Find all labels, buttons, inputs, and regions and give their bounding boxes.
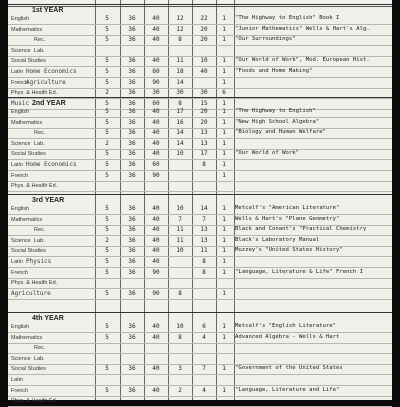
grade-cell: 10 (176, 205, 184, 212)
grade-cell: 1 (222, 78, 226, 86)
grade-cell: 12 (176, 25, 184, 33)
grade-cell: 40 (200, 68, 208, 75)
grade-cell: 1 (222, 226, 226, 234)
grade-cell: 11 (176, 236, 184, 244)
subject-label: Mathematics (11, 119, 43, 126)
grade-cell: 40 (152, 139, 160, 147)
grade-cell: 40 (152, 25, 160, 33)
grade-cell: 40 (152, 118, 160, 126)
subject-label: French (11, 269, 29, 276)
course-row (8, 78, 392, 89)
course-row (8, 67, 392, 78)
grade-cell: 36 (128, 215, 136, 223)
grade-cell: 90 (152, 289, 160, 297)
textbook-entry: "Language, Literature and Life" (235, 386, 340, 393)
course-row (8, 118, 392, 129)
grade-cell: 5 (105, 215, 109, 223)
grade-cell: 1 (222, 289, 226, 297)
subject-label: Science (11, 47, 31, 54)
course-row (8, 289, 392, 300)
textbook-entry: "Our Surroundings" (235, 36, 296, 43)
textbook-entry: Advanced Algebra - Wells & Hart (235, 333, 340, 340)
grade-cell: 36 (128, 268, 136, 276)
grade-cell: 8 (178, 36, 182, 44)
grade-cell: 8 (202, 258, 206, 265)
subject-label: French (11, 387, 29, 394)
grade-cell: 36 (128, 333, 136, 341)
grade-cell: 1 (222, 108, 226, 115)
subject-label: Phys. & Health Ed. (11, 90, 58, 97)
textbook-entry: Black and Conant's "Practical Chemistry (235, 226, 367, 233)
year-title: 1st YEAR (32, 7, 64, 14)
grade-cell: 40 (152, 386, 160, 394)
grade-cell: 5 (105, 247, 109, 255)
textbook-entry: Metcalf's "American Literature" (235, 205, 340, 211)
textbook-entry: "Junior Mathematics" Wells & Hart's Alg. (235, 25, 370, 32)
grade-cell: 12 (176, 15, 184, 22)
subject-label: Lab. (34, 47, 45, 54)
subject-label: Mathematics (11, 26, 43, 33)
subject-label: English (11, 16, 30, 22)
grade-cell: 60 (152, 161, 160, 168)
course-row (8, 171, 392, 182)
grade-cell: 20 (200, 36, 208, 44)
subject-label: Phys. & Health Ed. (11, 183, 58, 190)
subject-label: Social Studies (11, 151, 46, 158)
grade-cell: 1 (222, 333, 226, 341)
grade-cell: 8 (202, 161, 206, 168)
grade-cell: 40 (152, 365, 160, 373)
grade-cell: 13 (200, 226, 208, 234)
course-row (8, 56, 392, 67)
grade-cell: 5 (105, 205, 109, 212)
grade-cell: 90 (152, 268, 160, 276)
grade-cell: 40 (152, 57, 160, 65)
subject-label: Rec. (34, 345, 46, 352)
handwritten-subject: Music (11, 99, 30, 107)
grade-cell: 2 (105, 89, 109, 97)
grade-cell: 18 (176, 68, 184, 75)
grade-cell: 11 (200, 247, 208, 255)
subject-label: French (11, 172, 29, 179)
grade-cell: 1 (222, 15, 226, 22)
grade-cell: 36 (128, 78, 136, 86)
course-row (8, 322, 392, 333)
grade-cell: 1 (222, 99, 226, 107)
grade-cell: 14 (176, 139, 184, 147)
subject-label: Social Studies (11, 58, 46, 65)
textbook-entry: "Our World of Work", Mod. European Hist. (235, 57, 370, 64)
subject-label: Science (11, 237, 31, 244)
grade-cell: 90 (152, 78, 160, 86)
course-row (8, 236, 392, 247)
grade-cell: 2 (105, 139, 109, 147)
grade-cell: 5 (105, 386, 109, 394)
year-divider (8, 97, 392, 98)
course-row (8, 139, 392, 150)
transcript-page (8, 0, 392, 405)
subject-label: Rec. (34, 227, 46, 234)
grade-cell: 36 (128, 15, 136, 22)
subject-label: Mathematics (11, 334, 43, 341)
handwritten-subject: Agriculture (11, 289, 51, 297)
textbook-entry: Muzzey's "United States History" (235, 247, 343, 254)
course-row (8, 149, 392, 160)
subject-label: Social Studies (11, 366, 46, 373)
grade-cell: 5 (105, 258, 109, 265)
textbook-entry: "The Highway to English" (235, 108, 316, 114)
course-row (8, 225, 392, 236)
course-row (8, 160, 392, 171)
course-row (8, 181, 392, 192)
subject-label: Mathematics (11, 216, 43, 223)
grade-cell: 7 (178, 215, 182, 223)
grade-cell: 5 (105, 36, 109, 44)
grade-cell: 36 (128, 129, 136, 137)
grade-cell: 5 (105, 68, 109, 75)
grade-cell: 36 (128, 323, 136, 330)
grade-cell: 22 (200, 15, 208, 22)
textbook-entry: Metcalf's "English Literature" (235, 323, 337, 329)
handwritten-subject: Physics (26, 258, 52, 265)
grade-cell: 1 (222, 68, 226, 75)
grade-cell: 5 (105, 333, 109, 341)
grade-cell: 6 (222, 89, 226, 97)
course-row (8, 268, 392, 279)
grade-cell: 1 (222, 36, 226, 44)
year-title: 2nd YEAR (32, 100, 66, 107)
grade-cell: 36 (128, 386, 136, 394)
grade-cell: 40 (152, 15, 160, 22)
grade-cell: 40 (152, 108, 160, 115)
textbook-entry: Black's Laboratory Manual (235, 236, 320, 243)
grade-cell: 36 (128, 89, 136, 97)
course-row (8, 396, 392, 407)
grade-cell: 17 (200, 150, 208, 158)
grade-cell: 20 (200, 108, 208, 115)
course-row (8, 246, 392, 257)
grade-cell: 1 (222, 236, 226, 244)
grade-cell: 36 (128, 57, 136, 65)
grade-cell: 10 (176, 150, 184, 158)
subject-label: Rec. (34, 130, 46, 137)
grade-cell: 1 (222, 323, 226, 330)
grade-cell: 36 (128, 118, 136, 126)
grade-cell: 16 (176, 118, 184, 126)
grade-cell: 36 (128, 365, 136, 373)
grade-cell: 40 (152, 323, 160, 330)
grade-cell: 20 (200, 118, 208, 126)
subject-label: Lab. (34, 140, 45, 147)
grade-cell: 14 (176, 129, 184, 137)
course-row (8, 386, 392, 397)
grade-cell: 36 (128, 36, 136, 44)
weeks-column-label (95, 0, 107, 1)
grade-cell: 90 (152, 171, 160, 179)
grade-cell: 36 (128, 205, 136, 212)
grade-cell: 40 (152, 150, 160, 158)
grade-cell: 8 (202, 268, 206, 276)
subject-label: Phys. & Health Ed. (11, 280, 58, 287)
subject-label: Latin (11, 162, 23, 168)
grade-cell: 1 (222, 386, 226, 394)
grade-cell: 8 (178, 289, 182, 297)
year-title: 4th YEAR (32, 315, 64, 322)
grade-cell: 1 (222, 171, 226, 179)
grade-cell: 10 (176, 247, 184, 255)
grade-cell: 30 (176, 89, 184, 97)
grade-cell: 5 (105, 323, 109, 330)
grade-cell: 40 (152, 226, 160, 234)
grade-cell: 36 (128, 25, 136, 33)
grade-cell: 36 (128, 226, 136, 234)
grade-cell: 20 (200, 25, 208, 33)
grade-cell: 7 (202, 365, 206, 373)
grade-cell: 30 (200, 89, 208, 97)
grade-cell: 36 (128, 247, 136, 255)
grade-cell: 36 (128, 68, 136, 75)
subject-label: Rec. (34, 37, 46, 44)
grade-cell: 2 (105, 236, 109, 244)
grade-cell: 40 (152, 333, 160, 341)
year-divider (8, 4, 392, 5)
subject-label: Lab. (34, 237, 45, 244)
grade-cell: 36 (128, 258, 136, 265)
grade-cell: 5 (105, 118, 109, 126)
year-divider (8, 194, 392, 195)
grade-cell: 36 (128, 139, 136, 147)
grade-cell: 60 (152, 68, 160, 75)
grade-cell: 36 (128, 289, 136, 297)
grade-cell: 10 (176, 323, 184, 330)
course-row (8, 354, 392, 365)
grade-cell: 30 (152, 89, 160, 97)
grade-cell: 1 (222, 215, 226, 223)
textbook-entry: "Government of the United States (235, 365, 343, 372)
grade-cell: 5 (105, 78, 109, 86)
course-row (8, 46, 392, 57)
grade-cell: 5 (105, 268, 109, 276)
course-row (8, 25, 392, 36)
grade-cell: 1 (222, 205, 226, 212)
textbook-entry: "Biology and Human Welfare" (235, 129, 326, 136)
grade-cell: 5 (105, 289, 109, 297)
textbook-entry: "Foods and Home Making" (235, 68, 313, 74)
handwritten-subject: Home Economics (26, 161, 77, 168)
textbook-entry: "Our World of Work" (235, 150, 299, 157)
subject-label: Latin (11, 259, 23, 265)
grade-cell: 15 (200, 99, 208, 107)
subject-label: English (11, 324, 30, 330)
grade-cell: 1 (222, 268, 226, 276)
grade-cell: 5 (105, 365, 109, 373)
grade-cell: 5 (105, 129, 109, 137)
grade-cell: 36 (128, 161, 136, 168)
course-row (8, 343, 392, 354)
grade-cell: 36 (128, 171, 136, 179)
subject-label: Lab. (34, 355, 45, 362)
grade-cell: 13 (200, 129, 208, 137)
grade-cell: 11 (176, 226, 184, 234)
grade-cell: 1 (222, 57, 226, 65)
grade-cell: 36 (128, 108, 136, 115)
grade-cell: 5 (105, 57, 109, 65)
grade-cell: 17 (176, 108, 184, 115)
subject-label: Latin (11, 69, 23, 75)
grade-cell: 40 (152, 258, 160, 265)
textbook-entry: Wells & Hart's "Plane Geometry" (235, 215, 340, 222)
grade-cell: 5 (105, 161, 109, 168)
grade-cell: 5 (105, 108, 109, 115)
grade-cell: 40 (152, 129, 160, 137)
grade-cell: 1 (222, 161, 226, 168)
subject-label: Science (11, 355, 31, 362)
grade-cell: 13 (200, 139, 208, 147)
grade-cell: 1 (222, 139, 226, 147)
grade-cell: 8 (178, 333, 182, 341)
textbook-entry: "The Highway to English" Book I (235, 15, 340, 21)
subject-label: French (11, 79, 29, 86)
subject-label: Social Studies (11, 248, 46, 255)
grade-cell: 11 (176, 57, 184, 65)
textbook-entry: "New High School Algebra" (235, 118, 320, 125)
handwritten-subject: Agriculture (26, 78, 66, 86)
grade-cell: 2 (178, 386, 182, 394)
grade-cell: 5 (105, 15, 109, 22)
grade-cell: 13 (200, 236, 208, 244)
grade-cell: 10 (200, 57, 208, 65)
course-row (8, 204, 392, 215)
course-row (8, 14, 392, 25)
course-row (8, 364, 392, 375)
grade-cell: 5 (105, 25, 109, 33)
grade-cell: 14 (200, 205, 208, 212)
course-row (8, 375, 392, 386)
grade-cell: 5 (105, 226, 109, 234)
grade-cell: 1 (222, 118, 226, 126)
handwritten-subject: Home Economics (26, 68, 77, 75)
year-divider (8, 312, 392, 313)
grade-cell: 1 (222, 150, 226, 158)
course-row (8, 128, 392, 139)
grade-cell: 1 (222, 258, 226, 265)
subject-label: Latin (11, 377, 23, 383)
grade-cell: 60 (152, 99, 160, 107)
course-row (8, 35, 392, 46)
course-row (8, 257, 392, 268)
course-row (8, 278, 392, 289)
grade-cell: 5 (105, 171, 109, 179)
subject-label: Science (11, 140, 31, 147)
course-row (8, 215, 392, 226)
grade-cell: 1 (222, 247, 226, 255)
grade-cell: 1 (222, 25, 226, 33)
year-title: 3rd YEAR (32, 197, 65, 204)
grade-cell: 36 (128, 99, 136, 107)
grade-cell: 1 (222, 129, 226, 137)
subject-label: English (11, 206, 30, 212)
grade-cell: 40 (152, 36, 160, 44)
grade-cell: 6 (202, 323, 206, 330)
grade-cell: 40 (152, 215, 160, 223)
grade-cell: 4 (202, 333, 206, 341)
grade-cell: 40 (152, 205, 160, 212)
subject-label: English (11, 109, 30, 115)
grade-cell: 40 (152, 236, 160, 244)
grade-cell: 4 (202, 386, 206, 394)
course-row (8, 107, 392, 118)
grade-cell: 8 (178, 99, 182, 107)
grade-cell: 36 (128, 236, 136, 244)
grade-cell: 14 (176, 78, 184, 86)
grade-cell: 3 (178, 365, 182, 373)
grade-cell: 40 (152, 247, 160, 255)
textbook-entry: "Language, Literature & Life" French I (235, 268, 363, 275)
grade-cell: 5 (105, 99, 109, 107)
course-row (8, 333, 392, 344)
grade-cell: 5 (105, 150, 109, 158)
grade-cell: 1 (222, 365, 226, 373)
grade-cell: 36 (128, 150, 136, 158)
subject-label: Phys. & Health Ed. (11, 398, 58, 405)
grade-cell: 7 (202, 215, 206, 223)
